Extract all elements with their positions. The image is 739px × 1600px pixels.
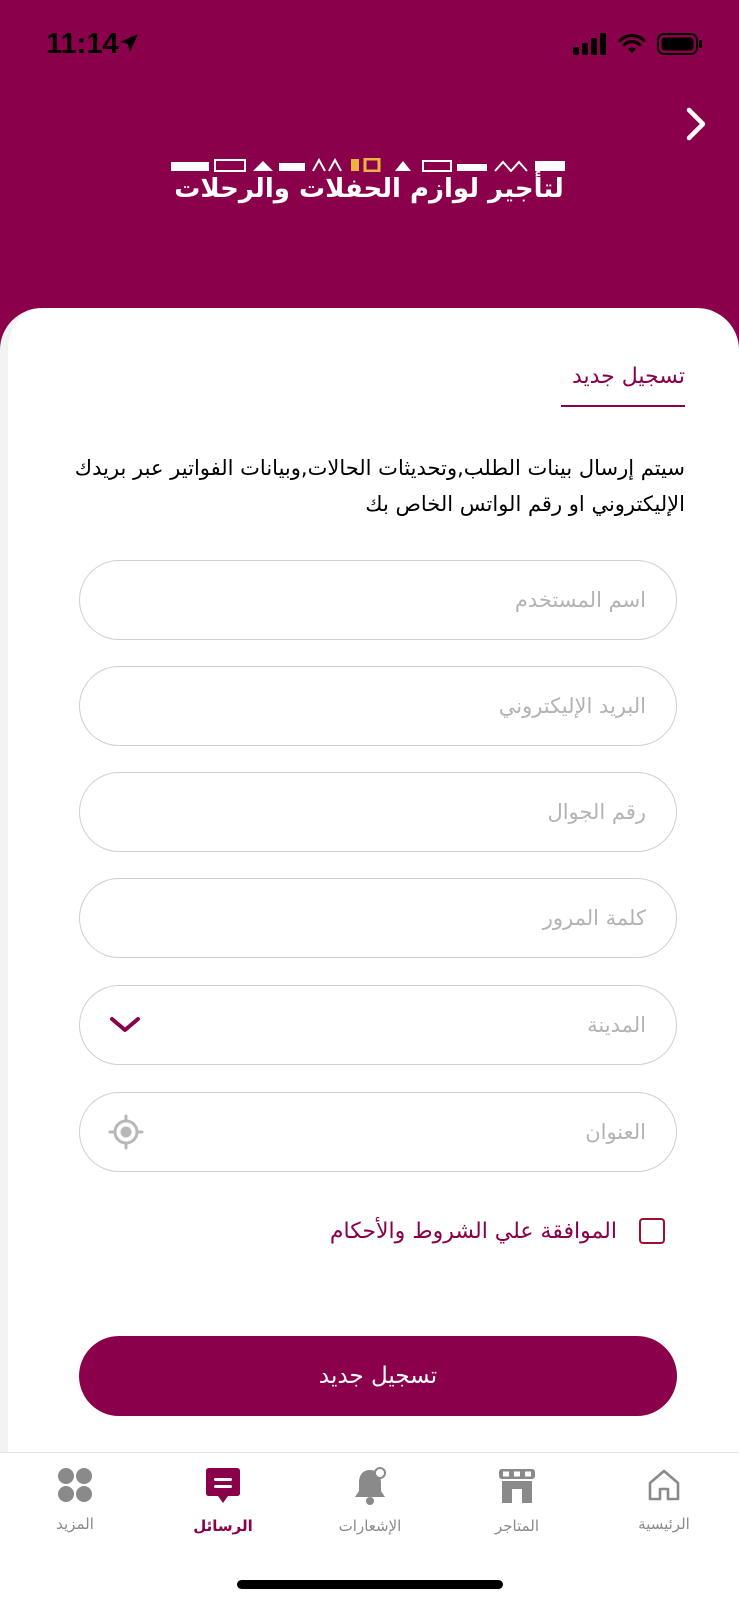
nav-label-stores: المتاجر xyxy=(494,1517,540,1535)
username-input[interactable] xyxy=(110,561,646,639)
address-field xyxy=(79,1092,677,1172)
city-input[interactable] xyxy=(170,986,646,1064)
phone-field xyxy=(79,772,677,852)
nav-item-messages[interactable] xyxy=(168,1465,278,1535)
email-input[interactable] xyxy=(110,667,646,745)
logo-emblem-strip xyxy=(169,158,569,172)
phone-input[interactable] xyxy=(110,773,646,851)
location-target-icon[interactable] xyxy=(108,1114,144,1150)
terms-label[interactable]: الموافقة علي الشروط والأحكام xyxy=(329,1218,617,1244)
nav-label-more: المزيد xyxy=(56,1515,94,1533)
username-field xyxy=(79,560,677,640)
home-icon xyxy=(644,1465,684,1505)
battery-icon xyxy=(657,33,703,55)
nav-item-notifications[interactable] xyxy=(315,1465,425,1535)
home-indicator xyxy=(237,1580,503,1589)
nav-item-stores[interactable] xyxy=(462,1465,572,1535)
location-arrow-icon xyxy=(118,32,140,54)
password-input[interactable] xyxy=(110,879,646,957)
chat-icon xyxy=(202,1465,244,1507)
nav-label-home: الرئيسية xyxy=(638,1515,690,1533)
nav-item-home[interactable] xyxy=(609,1465,719,1533)
nav-label-notifications: الإشعارات xyxy=(338,1517,402,1535)
email-field xyxy=(79,666,677,746)
address-input[interactable] xyxy=(170,1093,646,1171)
store-icon xyxy=(496,1465,538,1507)
grid-icon xyxy=(55,1465,95,1505)
bottom-nav xyxy=(0,1452,739,1600)
register-button[interactable]: تسجيل جديد xyxy=(79,1336,677,1416)
tab-new-registration[interactable]: تسجيل جديد xyxy=(561,364,685,407)
city-select[interactable] xyxy=(79,985,677,1065)
signal-icon xyxy=(573,33,607,55)
chevron-down-icon[interactable] xyxy=(108,1015,142,1035)
registration-card xyxy=(0,308,739,1453)
wifi-icon xyxy=(617,33,647,55)
nav-item-more[interactable] xyxy=(20,1465,130,1533)
terms-row xyxy=(330,1216,665,1246)
back-chevron-icon[interactable] xyxy=(679,104,713,144)
bell-icon xyxy=(349,1465,391,1507)
logo-caption: لتأجير لوازم الحفلات والرحلات xyxy=(174,174,564,204)
password-field xyxy=(79,878,677,958)
info-message: سيتم إرسال بينات الطلب,وتحديثات الحالات,وبيانات الفواتير عبر بريدك الإليكتروني او رقم الواتس الخاص بك xyxy=(74,456,685,516)
terms-checkbox[interactable] xyxy=(639,1218,665,1244)
nav-label-messages: الرسائل xyxy=(193,1517,253,1535)
status-time: 11:14 xyxy=(46,28,119,60)
status-bar xyxy=(0,0,739,92)
brand-logo xyxy=(164,158,574,218)
status-icons xyxy=(573,33,703,55)
